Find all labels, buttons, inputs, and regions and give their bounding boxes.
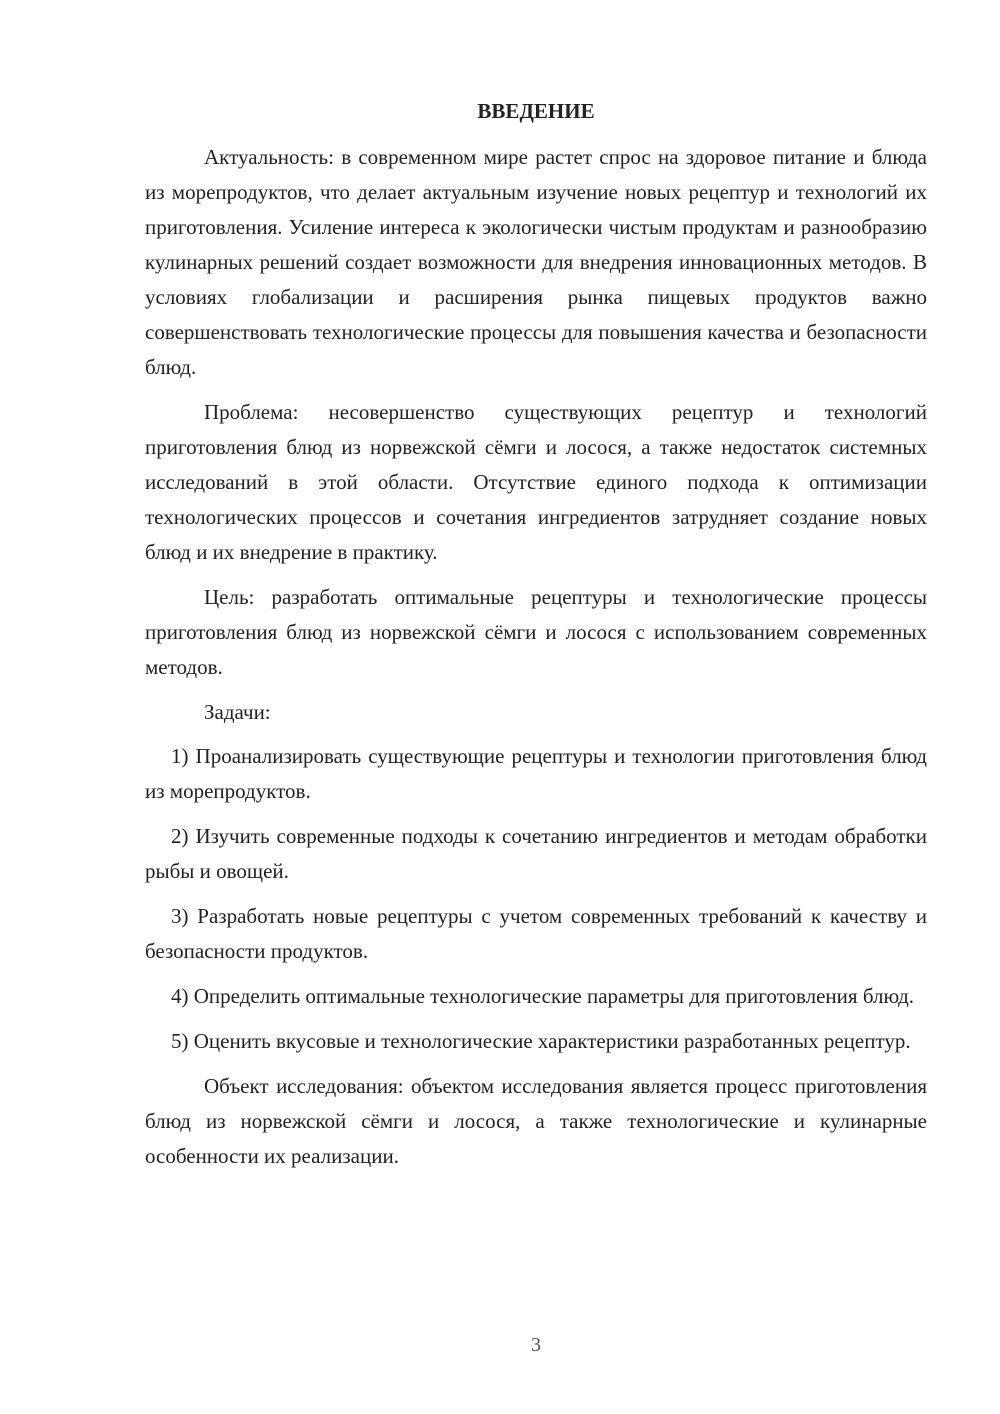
task-item-3: 3) Разработать новые рецептуры с учетом современных требований к качеству и безопасности продуктов. <box>145 904 927 963</box>
task-item-2: 2) Изучить современные подходы к сочетанию ингредиентов и методам обработки рыбы и овощей. <box>145 824 927 883</box>
paragraph-relevance: Актуальность: в современном мире растет спрос на здоровое питание и блюда из морепродуктов, что делает актуальным изучение новых рецептур и технологий их приготовления. Усиление интереса к экологически чистым продуктам и разнообразию кулинарных решений создает возможности для внедрения инновационных методов. В условиях глобализации и расширения рынка пищевых продуктов важно совершенствовать технологические процессы для повышения качества и безопасности блюд. <box>145 145 927 379</box>
task-item-5: 5) Оценить вкусовые и технологические характеристики разработанных рецептур. <box>171 1029 911 1053</box>
document-body <box>145 140 927 1184</box>
page-number: 3 <box>531 1334 541 1356</box>
paragraph-object: Объект исследования: объектом исследования является процесс приготовления блюд из норвежской сёмги и лосося, а также технологические и кулинарные особенности их реализации. <box>145 1074 927 1168</box>
section-heading: ВВЕДЕНИЕ <box>477 99 595 123</box>
tasks-title: Задачи: <box>204 700 271 724</box>
task-item-4: 4) Определить оптимальные технологические параметры для приготовления блюд. <box>171 984 915 1008</box>
task-item-1: 1) Проанализировать существующие рецептуры и технологии приготовления блюд из морепродуктов. <box>145 744 927 803</box>
paragraph-problem: Проблема: несовершенство существующих рецептур и технологий приготовления блюд из норвежской сёмги и лосося, а также недостаток системных исследований в этой области. Отсутствие единого подхода к оптимизации технологических процессов и сочетания ингредиентов затрудняет создание новых блюд и их внедрение в практику. <box>145 400 927 564</box>
paragraph-goal: Цель: разработать оптимальные рецептуры и технологические процессы приготовления блюд из норвежской сёмги и лосося с использованием современных методов. <box>145 585 927 679</box>
